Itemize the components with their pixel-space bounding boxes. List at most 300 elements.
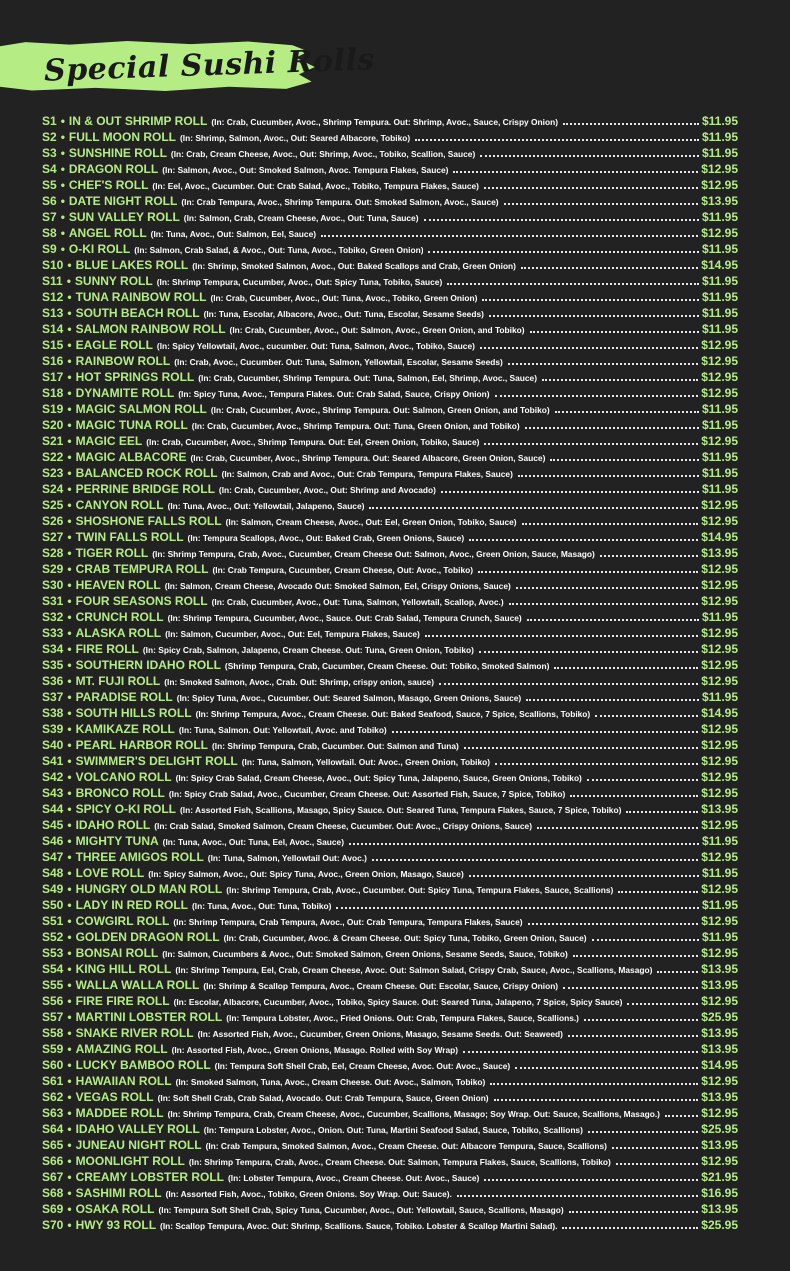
item-name: LOVE ROLL — [75, 866, 145, 880]
menu-item — [42, 1057, 738, 1073]
item-number: S28 — [42, 546, 64, 560]
item-price: $11.95 — [701, 450, 738, 464]
bullet-separator: • — [67, 1154, 72, 1168]
dot-leader — [509, 603, 699, 605]
item-number: S55 — [42, 978, 64, 992]
dot-leader — [563, 123, 699, 125]
bullet-separator: • — [67, 754, 72, 768]
item-name: AMAZING ROLL — [75, 1042, 168, 1056]
menu-item — [42, 641, 738, 657]
menu-item — [42, 529, 738, 545]
item-price: $11.95 — [701, 930, 738, 944]
item-name: HWY 93 ROLL — [75, 1218, 157, 1232]
item-name: HUNGRY OLD MAN ROLL — [75, 882, 223, 896]
bullet-separator: • — [67, 1058, 72, 1072]
menu-item — [42, 849, 738, 865]
item-number: S36 — [42, 674, 64, 688]
item-price: $12.95 — [701, 1154, 738, 1168]
item-description: (In: Spicy Crab, Salmon, Jalapeno, Cream Cheese. Out: Tuna, Green Onion, Tobiko) — [142, 645, 474, 655]
item-price: $13.95 — [701, 1202, 738, 1216]
item-description: (In: Salmon, Cucumbers & Avoc., Out: Smoked Salmon, Green Onions, Sesame Seeds, Sauce, Tobiko) — [162, 949, 568, 959]
item-number: S3 — [42, 146, 57, 160]
menu-item — [42, 593, 738, 609]
item-description: (In: Assorted Fish, Avoc., Tobiko, Green Onions. Soy Wrap. Out: Sauce). — [165, 1189, 452, 1199]
item-price: $12.95 — [701, 994, 738, 1008]
item-name: MOONLIGHT ROLL — [75, 1154, 185, 1168]
dot-leader — [626, 811, 698, 813]
dot-leader — [469, 539, 698, 541]
dot-leader — [447, 283, 699, 285]
dot-leader — [495, 395, 699, 397]
bullet-separator: • — [60, 114, 65, 128]
item-description: (In: Crab, Cream Cheese, Avoc., Out: Shrimp, Avoc., Tobiko, Scallion, Sauce) — [170, 149, 476, 159]
bullet-separator: • — [67, 594, 72, 608]
item-description: (In: Salmon, Cream Cheese, Avoc., Out: Eel, Green Onion, Tobiko, Sauce) — [225, 517, 517, 527]
dot-leader — [425, 635, 698, 637]
item-price: $11.95 — [701, 242, 738, 256]
item-number: S62 — [42, 1090, 64, 1104]
item-number: S60 — [42, 1058, 64, 1072]
menu-item — [42, 1217, 738, 1233]
item-price: $12.95 — [701, 434, 738, 448]
bullet-separator: • — [67, 914, 72, 928]
bullet-separator: • — [67, 962, 72, 976]
item-description: (In: Salmon, Crab and Avoc., Out: Crab Tempura, Tempura Flakes, Sauce) — [221, 469, 513, 479]
item-number: S32 — [42, 610, 64, 624]
menu-item — [42, 193, 738, 209]
menu-item — [42, 929, 738, 945]
menu-item — [42, 1185, 738, 1201]
dot-leader — [616, 1163, 698, 1165]
dot-leader — [494, 1099, 699, 1101]
item-name: HAWAIIAN ROLL — [75, 1074, 172, 1088]
bullet-separator: • — [67, 738, 72, 752]
item-price: $12.95 — [701, 562, 738, 576]
item-number: S15 — [42, 338, 64, 352]
item-number: S27 — [42, 530, 64, 544]
menu-item — [42, 673, 738, 689]
item-number: S64 — [42, 1122, 64, 1136]
item-description: (In: Tuna, Salmon, Yellowtail. Out: Avoc., Green Onion, Tobiko) — [241, 757, 491, 767]
dot-leader — [484, 1179, 698, 1181]
dot-leader — [657, 971, 698, 973]
item-number: S65 — [42, 1138, 64, 1152]
item-description: (In: Spicy Salmon, Avoc., Out: Spicy Tuna, Avoc., Green Onion, Masago, Sauce) — [148, 869, 464, 879]
item-description: (In: Crab Tempura, Avoc., Shrimp Tempura. Out: Smoked Salmon, Avoc., Sauce) — [181, 197, 499, 207]
bullet-separator: • — [67, 1170, 72, 1184]
dot-leader — [515, 1067, 698, 1069]
item-name: MAGIC TUNA ROLL — [75, 418, 188, 432]
bullet-separator: • — [67, 562, 72, 576]
item-price: $12.95 — [701, 818, 738, 832]
dot-leader — [516, 587, 699, 589]
dot-leader — [600, 555, 698, 557]
item-name: COWGIRL ROLL — [75, 914, 170, 928]
menu-item — [42, 385, 738, 401]
bullet-separator: • — [67, 930, 72, 944]
item-number: S45 — [42, 818, 64, 832]
bullet-separator: • — [67, 1138, 72, 1152]
bullet-separator: • — [60, 242, 65, 256]
menu-item — [42, 161, 738, 177]
item-name: DATE NIGHT ROLL — [68, 194, 178, 208]
dot-leader — [584, 1019, 698, 1021]
dot-leader — [457, 1195, 698, 1197]
item-number: S6 — [42, 194, 57, 208]
item-number: S67 — [42, 1170, 64, 1184]
item-name: VEGAS ROLL — [75, 1090, 154, 1104]
item-price: $13.95 — [701, 802, 738, 816]
item-description: (In: Spicy Tuna, Avoc., Cucumber. Out: Seared Salmon, Masago, Green Onions, Sauce) — [176, 693, 522, 703]
item-price: $25.95 — [701, 1218, 738, 1232]
item-price: $11.95 — [701, 402, 738, 416]
menu-item — [42, 225, 738, 241]
item-number: S18 — [42, 386, 64, 400]
dot-leader — [530, 331, 699, 333]
menu-item — [42, 913, 738, 929]
item-name: KAMIKAZE ROLL — [75, 722, 175, 736]
item-price: $12.95 — [701, 626, 738, 640]
dot-leader — [495, 763, 698, 765]
item-name: SUNNY ROLL — [74, 274, 153, 288]
item-number: S42 — [42, 770, 64, 784]
dot-leader — [490, 1083, 698, 1085]
item-description: (In: Spicy Crab Salad, Avoc., Cucumber, Cream Cheese. Out: Assorted Fish, Sauce, 7 Spice, Tobiko) — [168, 789, 566, 799]
bullet-separator: • — [67, 1090, 72, 1104]
item-name: EAGLE ROLL — [75, 338, 153, 352]
item-price: $11.95 — [701, 466, 738, 480]
dot-leader — [508, 363, 699, 365]
bullet-separator: • — [60, 194, 65, 208]
item-price: $12.95 — [701, 226, 738, 240]
item-description: (In: Crab, Cucumber, Avoc. & Cream Cheese. Out: Spicy Tuna, Tobiko, Green Onion, Sauce) — [223, 933, 587, 943]
bullet-separator: • — [67, 290, 72, 304]
item-description: (In: Crab, Cucumber, Avoc., Shrimp Tempura. Out: Shrimp, Avoc., Sauce, Crispy Onion) — [211, 117, 559, 127]
dot-leader — [588, 1131, 698, 1133]
menu-item — [42, 497, 738, 513]
item-number: S5 — [42, 178, 57, 192]
item-description: (In: Assorted Fish, Avoc., Green Onions, Masago. Rolled with Soy Wrap) — [171, 1045, 459, 1055]
item-number: S58 — [42, 1026, 64, 1040]
item-name: SUNSHINE ROLL — [68, 146, 167, 160]
dot-leader — [428, 251, 698, 253]
bullet-separator: • — [67, 258, 72, 272]
dot-leader — [612, 1147, 698, 1149]
menu-item — [42, 1009, 738, 1025]
item-name: SASHIMI ROLL — [75, 1186, 162, 1200]
bullet-separator: • — [67, 322, 72, 336]
bullet-separator: • — [67, 946, 72, 960]
item-description: (In: Crab, Cucumber, Avoc., Out: Tuna, Salmon, Yellowtail, Scallop, Avoc.) — [211, 597, 504, 607]
menu-item — [42, 129, 738, 145]
dot-leader — [453, 171, 698, 173]
bullet-separator: • — [67, 674, 72, 688]
item-price: $11.95 — [701, 866, 738, 880]
item-description: (In: Shrimp Tempura, Crab, Avoc., Cucumber, Cream Cheese Out: Salmon, Avoc., Green Onion, Sauce, Masago) — [152, 549, 595, 559]
menu-item — [42, 753, 738, 769]
item-price: $12.95 — [701, 642, 738, 656]
menu-item — [42, 209, 738, 225]
item-description: (In: Tempura Lobster, Avoc., Fried Onions. Out: Crab, Tempura Flakes, Sauce, Scallions.) — [226, 1013, 579, 1023]
item-number: S57 — [42, 1010, 64, 1024]
dot-leader — [482, 299, 699, 301]
menu-item — [42, 961, 738, 977]
menu-item — [42, 785, 738, 801]
item-number: S10 — [42, 258, 64, 272]
item-number: S20 — [42, 418, 64, 432]
bullet-separator: • — [67, 994, 72, 1008]
dot-leader — [525, 427, 699, 429]
menu-item — [42, 817, 738, 833]
item-number: S61 — [42, 1074, 64, 1088]
item-description: (In: Crab, Cucumber, Avoc., Shrimp Tempura. Out: Salmon, Green Onion, and Tobiko) — [210, 405, 550, 415]
menu-item — [42, 865, 738, 881]
menu-item — [42, 897, 738, 913]
bullet-separator: • — [67, 978, 72, 992]
menu-item — [42, 513, 738, 529]
menu-item — [42, 177, 738, 193]
item-number: S4 — [42, 162, 57, 176]
menu-item — [42, 689, 738, 705]
item-name: MAGIC SALMON ROLL — [75, 402, 207, 416]
item-name: O-KI ROLL — [68, 242, 131, 256]
item-name: LADY IN RED ROLL — [75, 898, 189, 912]
item-description: (Shrimp Tempura, Crab, Cucumber, Cream Cheese. Out: Tobiko, Smoked Salmon) — [224, 661, 550, 671]
item-number: S70 — [42, 1218, 64, 1232]
item-name: BRONCO ROLL — [75, 786, 165, 800]
item-price: $12.95 — [701, 354, 738, 368]
item-number: S21 — [42, 434, 64, 448]
item-price: $11.95 — [701, 322, 738, 336]
dot-leader — [563, 987, 698, 989]
item-name: THREE AMIGOS ROLL — [75, 850, 204, 864]
menu-item — [42, 1121, 738, 1137]
bullet-separator: • — [60, 178, 65, 192]
item-number: S49 — [42, 882, 64, 896]
menu-list — [42, 113, 738, 1233]
item-price: $11.95 — [701, 898, 738, 912]
menu-item — [42, 769, 738, 785]
item-number: S13 — [42, 306, 64, 320]
item-description: (In: Spicy Tuna, Avoc., Tempura Flakes. Out: Crab Salad, Sauce, Crispy Onion) — [178, 389, 490, 399]
bullet-separator: • — [67, 658, 72, 672]
item-number: S50 — [42, 898, 64, 912]
dot-leader — [369, 507, 698, 509]
item-number: S1 — [42, 114, 57, 128]
item-number: S31 — [42, 594, 64, 608]
item-number: S16 — [42, 354, 64, 368]
bullet-separator: • — [67, 1218, 72, 1232]
item-description: (In: Spicy Crab Salad, Cream Cheese, Avoc., Out: Spicy Tuna, Jalapeno, Sauce, Green Onions, Tobiko) — [175, 773, 582, 783]
dot-leader — [484, 187, 698, 189]
dot-leader — [489, 315, 699, 317]
item-number: S46 — [42, 834, 64, 848]
item-number: S35 — [42, 658, 64, 672]
bullet-separator: • — [67, 626, 72, 640]
menu-item — [42, 881, 738, 897]
menu-item — [42, 1137, 738, 1153]
item-number: S8 — [42, 226, 57, 240]
item-name: SWIMMER'S DELIGHT ROLL — [75, 754, 238, 768]
menu-item — [42, 577, 738, 593]
bullet-separator: • — [67, 1202, 72, 1216]
item-number: S12 — [42, 290, 64, 304]
dot-leader — [424, 219, 699, 221]
bullet-separator: • — [67, 690, 72, 704]
item-price: $25.95 — [701, 1010, 738, 1024]
item-price: $12.95 — [701, 1074, 738, 1088]
menu-item — [42, 417, 738, 433]
dot-leader — [415, 139, 699, 141]
item-name: TIGER ROLL — [75, 546, 149, 560]
item-description: (In: Shrimp, Salmon, Avoc., Out: Seared Albacore, Tobiko) — [180, 133, 411, 143]
menu-item — [42, 657, 738, 673]
dot-leader — [570, 795, 698, 797]
item-price: $13.95 — [701, 978, 738, 992]
menu-item — [42, 561, 738, 577]
item-number: S54 — [42, 962, 64, 976]
bullet-separator: • — [67, 642, 72, 656]
bullet-separator: • — [67, 1042, 72, 1056]
item-description: (In: Spicy Yellowtail, Avoc., cucumber. Out: Tuna, Salmon, Avoc., Tobiko, Sauce) — [156, 341, 475, 351]
bullet-separator: • — [67, 370, 72, 384]
item-number: S63 — [42, 1106, 64, 1120]
item-description: (In: Shrimp Tempura, Cucumber, Avoc., Out: Spicy Tuna, Tobiko, Sauce) — [156, 277, 443, 287]
item-price: $12.95 — [701, 386, 738, 400]
item-description: (In: Tuna, Avoc., Out: Tuna, Eel, Avoc., Sauce) — [162, 837, 344, 847]
item-name: BALANCED ROCK ROLL — [75, 466, 218, 480]
dot-leader — [542, 379, 698, 381]
menu-item — [42, 721, 738, 737]
item-number: S24 — [42, 482, 64, 496]
menu-item — [42, 465, 738, 481]
item-name: ANGEL ROLL — [68, 226, 147, 240]
item-price: $12.95 — [701, 738, 738, 752]
item-name: CHEF'S ROLL — [68, 178, 149, 192]
dot-leader — [665, 1115, 698, 1117]
item-number: S40 — [42, 738, 64, 752]
item-name: DRAGON ROLL — [68, 162, 159, 176]
item-name: BLUE LAKES ROLL — [75, 258, 189, 272]
item-description: (In: Assorted Fish, Scallions, Masago, Spicy Sauce. Out: Seared Tuna, Tempura Flakes, Sauce, 7 Spice, Tobiko) — [180, 805, 622, 815]
bullet-separator: • — [67, 722, 72, 736]
menu-item — [42, 337, 738, 353]
item-name: CANYON ROLL — [75, 498, 164, 512]
item-price: $11.95 — [701, 418, 738, 432]
item-description: (In: Shrimp Tempura, Crab, Cucumber. Out: Salmon and Tuna) — [212, 741, 459, 751]
dot-leader — [479, 651, 698, 653]
bullet-separator: • — [67, 818, 72, 832]
item-number: S56 — [42, 994, 64, 1008]
item-description: (In: Salmon, Cream Cheese, Avocado Out: Smoked Salmon, Eel, Crispy Onions, Sauce) — [164, 581, 511, 591]
bullet-separator: • — [67, 802, 72, 816]
item-description: (In: Shrimp Tempura, Cucumber, Avoc., Sauce. Out: Crab Salad, Tempura Crunch, Sauce) — [167, 613, 522, 623]
item-description: (In: Tuna, Salmon, Yellowtail Out: Avoc.) — [207, 853, 367, 863]
menu-item — [42, 705, 738, 721]
item-price: $16.95 — [701, 1186, 738, 1200]
menu-item — [42, 289, 738, 305]
dot-leader — [627, 1003, 698, 1005]
item-price: $11.95 — [701, 834, 738, 848]
bullet-separator: • — [60, 226, 65, 240]
bullet-separator: • — [67, 850, 72, 864]
item-number: S25 — [42, 498, 64, 512]
item-description: (In: Salmon, Cucumber, Avoc., Out: Eel, Tempura Flakes, Sauce) — [165, 629, 420, 639]
item-number: S38 — [42, 706, 64, 720]
item-name: SOUTHERN IDAHO ROLL — [75, 658, 221, 672]
item-name: RAINBOW ROLL — [75, 354, 171, 368]
item-description: (In: Crab, Avoc., Cucumber. Out: Tuna, Salmon, Yellowtail, Escolar, Sesame Seeds) — [174, 357, 503, 367]
item-name: CRAB TEMPURA ROLL — [75, 562, 209, 576]
item-price: $13.95 — [701, 1090, 738, 1104]
menu-item — [42, 993, 738, 1009]
item-name: FIRE ROLL — [75, 642, 139, 656]
dot-leader — [526, 699, 699, 701]
menu-item — [42, 1105, 738, 1121]
item-number: S39 — [42, 722, 64, 736]
item-description: (In: Tempura Lobster, Avoc., Onion. Out: Tuna, Martini Seafood Salad, Sauce, Tobiko, Scallions) — [203, 1125, 583, 1135]
bullet-separator: • — [60, 162, 65, 176]
item-price: $12.95 — [701, 578, 738, 592]
item-name: MADDEE ROLL — [75, 1106, 164, 1120]
bullet-separator: • — [67, 306, 72, 320]
item-price: $12.95 — [701, 514, 738, 528]
item-price: $25.95 — [701, 1122, 738, 1136]
item-name: TUNA RAINBOW ROLL — [75, 290, 207, 304]
item-description: (In: Escolar, Albacore, Cucumber, Avoc., Tobiko, Spicy Sauce. Out: Seared Tuna, Jalapeno, 7 Spice, Spicy Sauce) — [173, 997, 623, 1007]
item-number: S51 — [42, 914, 64, 928]
item-price: $12.95 — [701, 850, 738, 864]
item-description: (In: Smoked Salmon, Avoc., Crab. Out: Shrimp, crispy onion, sauce) — [164, 677, 434, 687]
bullet-separator: • — [67, 1106, 72, 1120]
bullet-separator: • — [67, 866, 72, 880]
item-description: (In: Crab Salad, Smoked Salmon, Cream Cheese, Cucumber. Out: Avoc., Crispy Onions, Sauce) — [154, 821, 532, 831]
bullet-separator: • — [67, 578, 72, 592]
bullet-separator: • — [67, 1122, 72, 1136]
item-description: (In: Shrimp & Scallop Tempura, Avoc., Cream Cheese. Out: Escolar, Sauce, Crispy Onion) — [203, 981, 559, 991]
dot-leader — [464, 747, 699, 749]
item-price: $13.95 — [701, 1026, 738, 1040]
bullet-separator: • — [67, 546, 72, 560]
item-name: MIGHTY TUNA — [75, 834, 159, 848]
item-name: MAGIC ALBACORE — [75, 450, 187, 464]
bullet-separator: • — [67, 530, 72, 544]
item-name: JUNEAU NIGHT ROLL — [75, 1138, 202, 1152]
menu-item — [42, 273, 738, 289]
dot-leader — [573, 955, 699, 957]
item-description: (In: Shrimp Tempura, Crab, Avoc., Cucumber. Out: Spicy Tuna, Tempura Flakes, Sauce, Scallions) — [226, 885, 614, 895]
item-description: (In: Eel, Avoc., Cucumber. Out: Crab Salad, Avoc., Tobiko, Tempura Flakes, Sauce) — [152, 181, 479, 191]
menu-item — [42, 1201, 738, 1217]
item-name: SHOSHONE FALLS ROLL — [75, 514, 222, 528]
dot-leader — [321, 235, 698, 237]
item-description: (In: Shrimp Tempura, Crab Tempura, Avoc., Out: Crab Tempura, Tempura Flakes, Sauce) — [173, 917, 523, 927]
item-price: $12.95 — [701, 882, 738, 896]
dot-leader — [562, 1227, 698, 1229]
menu-item — [42, 833, 738, 849]
menu-item — [42, 801, 738, 817]
item-number: S17 — [42, 370, 64, 384]
item-name: ALASKA ROLL — [75, 626, 162, 640]
item-price: $11.95 — [701, 210, 738, 224]
bullet-separator: • — [67, 418, 72, 432]
dot-leader — [595, 715, 698, 717]
dot-leader — [469, 875, 699, 877]
item-description: (In: Shrimp Tempura, Crab, Cream Cheese, Avoc., Cucumber, Scallions, Masago; Soy Wrap. Out: Sauce, Scallions, Masago.) — [167, 1109, 660, 1119]
dot-leader — [504, 203, 699, 205]
item-description: (In: Crab, Cucumber, Avoc., Out: Salmon, Avoc., Green Onion, and Tobiko) — [229, 325, 525, 335]
item-number: S43 — [42, 786, 64, 800]
